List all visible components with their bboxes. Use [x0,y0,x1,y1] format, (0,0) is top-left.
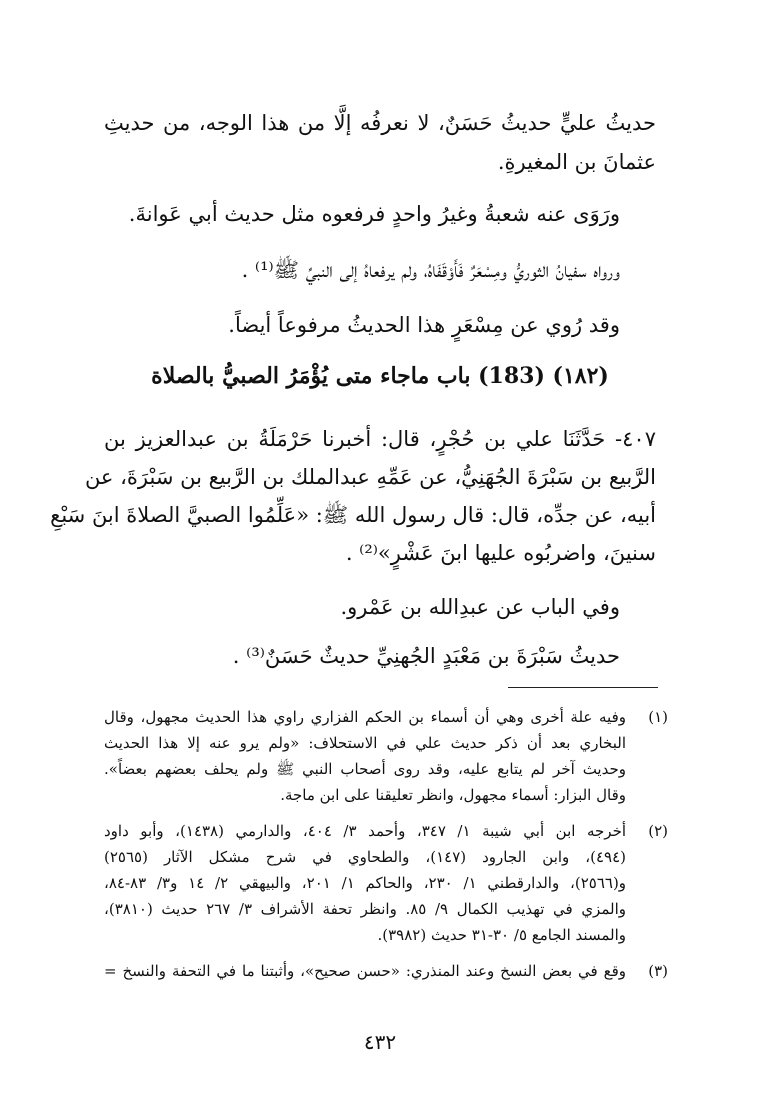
footnote-line: وحديث آخر لم يتابع عليه، وقد روى أصحاب النبي ﷺ ولم يحلف بعضهم بعضاً». [104,760,626,778]
footnote-line: البخاري بعد أن ذكر حديث علي في الاستحلاف: «ولم يرو عنه إلا هذا الحديث [104,734,626,752]
footnote-line: و(٢٥٦٦)، والدارقطني ١/ ٢٣٠، والحاكم ١/ ٢٠١، والبيهقي ٢/ ١٤ و٣/ ٨٣-٨٤، [104,874,627,892]
text-line: حديثُ عليٍّ حديثُ حَسَنٌ، لا نعرفُه إلَّا من هذا الوجه، من حديثِ [104,111,656,135]
page-number: ٤٣٢ [363,1030,397,1054]
hadith-line: الرَّبيع بن سَبْرَةَ الجُهَنِيُّ، عن عَمِّهِ عبدالملك بن الرَّبيع بن سَبْرَةَ، عن [84,465,656,489]
footnote-number: (٢) [648,822,668,840]
text-line: حديثُ سَبْرَةَ بن مَعْبَدٍ الجُهنِيِّ حديثٌ حَسَنٌ⁽³⁾ . [232,644,620,668]
footnote-line: (٤٩٤)، وابن الجارود (١٤٧)، والطحاوي في شرح مشكل الآثار (٢٥٦٥) [104,848,627,866]
text-line: وفي الباب عن عبدِالله بن عَمْرو. [340,595,620,619]
text-line: ورواه سفيانُ الثوريُّ ومِسْعَرٌ فَأَوْقَفَاهُ، ولم يرفعاهُ إلى النبيِّ ﷺ⁽¹⁾ . [241,258,620,282]
text-line: عثمانَ بن المغيرةِ. [497,150,656,174]
footnote-number: (٣) [648,962,668,980]
hadith-line: سنينَ، واضربُوه عليها ابنَ عَشْرٍ»⁽²⁾ . [345,541,656,565]
footnote-separator [508,687,658,688]
footnote-line: أخرجه ابن أبي شيبة ١/ ٣٤٧، وأحمد ٣/ ٤٠٤، والدارمي (١٤٣٨)، وأبو داود [104,822,627,840]
footnote-line: والمسند الجامع ٥/ ٣٠-٣١ حديث (٣٩٨٢). [377,926,626,944]
text-line: وقد رُوي عن مِسْعَرٍ هذا الحديثُ مرفوعاً أيضاً. [228,313,620,337]
hadith-line: ٤٠٧- حَدَّثَنَا علي بن حُجْرٍ، قال: أخبرنا حَرْمَلَةُ بن عبدالعزيز بن [104,427,656,451]
footnote-line: والمزي في تهذيب الكمال ٩/ ٨٥. وانظر تحفة الأشراف ٣/ ٢٦٧ حديث (٣٨١٠)، [104,900,626,918]
text-line: ورَوَى عنه شعبةُ وغيرُ واحدٍ فرفعوه مثل حديث أبي عَوانةَ. [128,202,620,226]
footnote-line: وفيه علة أخرى وهي أن أسماء بن الحكم الفزاري راوي هذا الحديث مجهول، وقال [104,708,626,726]
footnote-line: وقال البزار: أسماء مجهول، وانظر تعليقنا على ابن ماجة. [280,786,626,804]
footnote-number: (١) [648,708,668,726]
hadith-line: أبيه، عن جدِّه، قال: قال رسول الله ﷺ: «عَلِّمُوا الصبيَّ الصلاةَ ابنَ سَبْعِ [50,503,656,527]
footnote-line: وقع في بعض النسخ وعند المنذري: «حسن صحيح»، وأثبتنا ما في التحفة والنسخ = [104,962,626,980]
chapter-heading: (١٨٢) (183) باب ماجاء متى يُؤْمَرُ الصبيُّ بالصلاة [151,363,609,389]
